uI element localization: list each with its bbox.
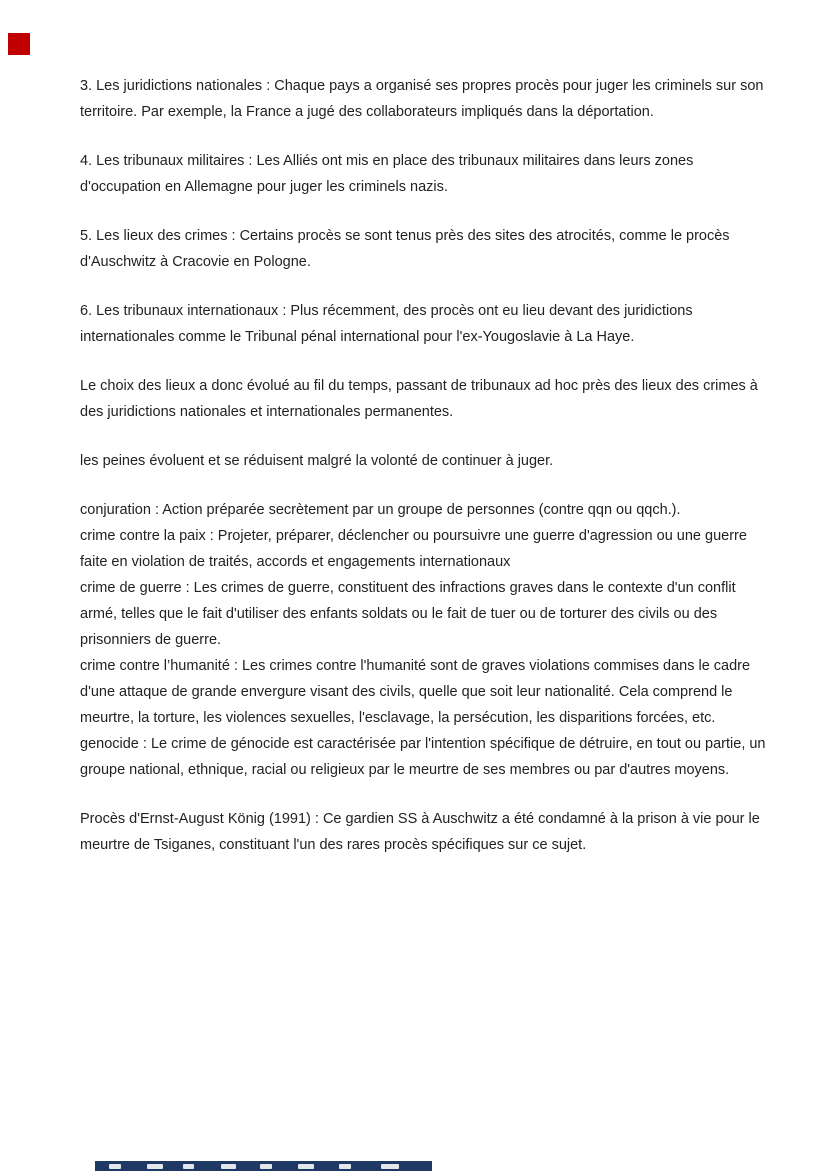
partial-window-edge-bar[interactable] bbox=[95, 1161, 432, 1171]
text-fragment bbox=[109, 1164, 121, 1169]
text-fragment bbox=[298, 1164, 314, 1169]
definitions-block bbox=[80, 497, 770, 783]
paragraph-tribunaux-militaires: 4. Les tribunaux militaires : Les Alliés ont mis en place des tribunaux militaires dans leurs zones d'occupation en Allemagne pour juger les criminels nazis. bbox=[80, 153, 694, 195]
text-fragment bbox=[221, 1164, 236, 1169]
paragraph-peines-evoluent: les peines évoluent et se réduisent malgré la volonté de continuer à juger. bbox=[80, 453, 554, 469]
text-fragment bbox=[260, 1164, 272, 1169]
text-fragment bbox=[381, 1164, 399, 1169]
text-fragment bbox=[339, 1164, 351, 1169]
paragraph-proces-konig: Procès d'Ernst-August König (1991) : Ce gardien SS à Auschwitz a été condamné à la prison à vie pour le meurtre de Tsiganes, constituant l'un des rares procès spécifiques sur ce sujet. bbox=[80, 811, 760, 853]
paragraph-lieux-des-crimes: 5. Les lieux des crimes : Certains procès se sont tenus près des sites des atrocités, comme le procès d'Auschwitz à Cracovie en Pologne. bbox=[80, 228, 730, 270]
definition-crime-contre-humanite: crime contre l’humanité : Les crimes contre l'humanité sont de graves violations commises dans le cadre d'une attaque de grande envergure visant des civils, quelle que soit leur nationalité. Cela comprend le meurtre, la torture, les violences sexuelles, l'esclavage, la persécution, les disparitions forcées, etc. bbox=[80, 658, 751, 726]
text-fragment bbox=[183, 1164, 194, 1169]
paragraph-choix-des-lieux: Le choix des lieux a donc évolué au fil du temps, passant de tribunaux ad hoc près des lieux des crimes à des juridictions nationales et internationales permanentes. bbox=[80, 378, 758, 420]
definition-genocide: genocide : Le crime de génocide est caractérisée par l'intention spécifique de détruire, en tout ou partie, un groupe national, ethnique, racial ou religieux par le meurtre de ses membres ou par d'autres moyens. bbox=[80, 736, 766, 778]
definition-crime-de-guerre: crime de guerre : Les crimes de guerre, constituent des infractions graves dans le contexte d'un conflit armé, telles que le fait d'utiliser des enfants soldats ou le fait de tuer ou de torturer des civils ou des prisonniers de guerre. bbox=[80, 580, 736, 648]
definition-conjuration: conjuration : Action préparée secrètement par un groupe de personnes (contre qqn ou qqch.). bbox=[80, 502, 681, 518]
definition-crime-contre-la-paix: crime contre la paix : Projeter, préparer, déclencher ou poursuivre une guerre d'agression ou une guerre faite en violation de traités, accords et engagements internationaux bbox=[80, 528, 747, 570]
text-fragment bbox=[147, 1164, 163, 1169]
paragraph-tribunaux-internationaux: 6. Les tribunaux internationaux : Plus récemment, des procès ont eu lieu devant des juridictions internationales comme le Tribunal pénal international pour l'ex-Yougoslavie à La Haye. bbox=[80, 303, 693, 345]
paragraph-juridictions-nationales: 3. Les juridictions nationales : Chaque pays a organisé ses propres procès pour juger les criminels sur son territoire. Par exemple, la France a jugé des collaborateurs impliqués dans la déportation. bbox=[80, 78, 764, 120]
